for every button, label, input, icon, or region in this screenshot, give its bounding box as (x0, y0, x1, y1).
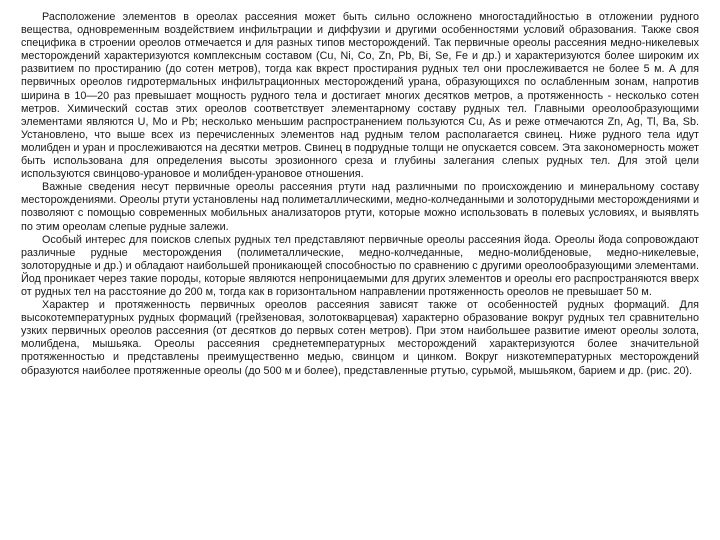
paragraph-iodine-halos: Особый интерес для поисков слепых рудных тел представляют первичные ореолы рассеяния йода. Ореолы йода сопровождают различные рудные месторождения (полиметаллические, медно-колчеданные, медно-молибденовые, медно-никелевые, золоторудные и др.) и обладают наибольшей проникающей способностью по сравнению с другими ореолообразующими элементами. Йод проникает через такие породы, которые являются непроницаемыми для других элементов и ореолы его распространяются вверх от рудных тел на расстояние до 200 м, тогда как в горизонтальном направлении протяженность ореолов не превышает 50 м. (21, 233, 699, 298)
paragraph-ore-halo-composition: Расположение элементов в ореолах рассеяния может быть сильно осложнено многостадийностью в отложении рудного вещества, одновременным воздействием инфильтрации и диффузии и другими особенностями условий образования. Также своя специфика в строении ореолов отмечается и для разных типов месторождений. Так первичные ореолы рассеяния медно-никелевых месторождений характеризуются комплексным составом (Cu, Ni, Co, Zn, Pb, Bi, Se, Fe и др.) и характеризуются более широким их развитием по простиранию (до сотен метров), тогда как вкрест простирания рудных тел они прослеживается не более 5 м. А для первичных ореолов гидротермальных инфильтрационных месторождений урана, образующихся по ослабленным зонам, напротив ширина в 10—20 раз превышает мощность рудного тела и достигает многих десятков метров, а протяженность - несколько сотен метров. Химический состав этих ореолов соответствует элементарному составу рудных тел. Главными ореолообразующими элементами являются U, Mo и Pb; несколько меньшим распространением пользуются Cu, As и реже отмечаются Zn, Ag, Tl, Ba, Sb. Установлено, что выше всех из перечисленных элементов над рудным телом располагается свинец. Ниже рудного тела идут молибден и уран и прослеживаются на десятки метров. Свинец в подрудные толщи не опускается совсем. Эта закономерность может быть использована для определения высоты эрозионного среза и глубины залегания слепых рудных тел. Для этой цели используются свинцово-урановое и молибден-урановое отношения. (21, 11, 699, 181)
document-page (21, 11, 699, 539)
paragraph-ore-formations: Характер и протяженность первичных ореолов рассеяния зависят также от особенностей рудных формаций. Для высокотемпературных рудных формаций (грейзеновая, золотокварцевая) характерно образование вокруг рудных тел сравнительно узких первичных ореолов рассеяния (от десятков до первых сотен метров). При этом наибольшее развитие имеют ореолы золота, молибдена, мышьяка. Ореолы рассеяния среднетемпературных месторождений характеризуются более значительной протяженностью и представлены преимущественно медью, свинцом и цинком. Вокруг низкотемпературных месторождений образуются наиболее протяженные ореолы (до 500 м и более), представленные ртутью, сурьмой, мышьяком, барием и др. (рис. 20). (21, 299, 699, 377)
paragraph-mercury-halos: Важные сведения несут первичные ореолы рассеяния ртути над различными по происхождению и минеральному составу месторождениями. Ореолы ртути установлены над полиметаллическими, медно-колчеданными и золоторудными месторождениями и позволяют с помощью современных мобильных анализаторов ртути, которые можно использовать в полевых условиях, и выявлять по этим ореолам слепые рудные залежи. (21, 181, 699, 233)
